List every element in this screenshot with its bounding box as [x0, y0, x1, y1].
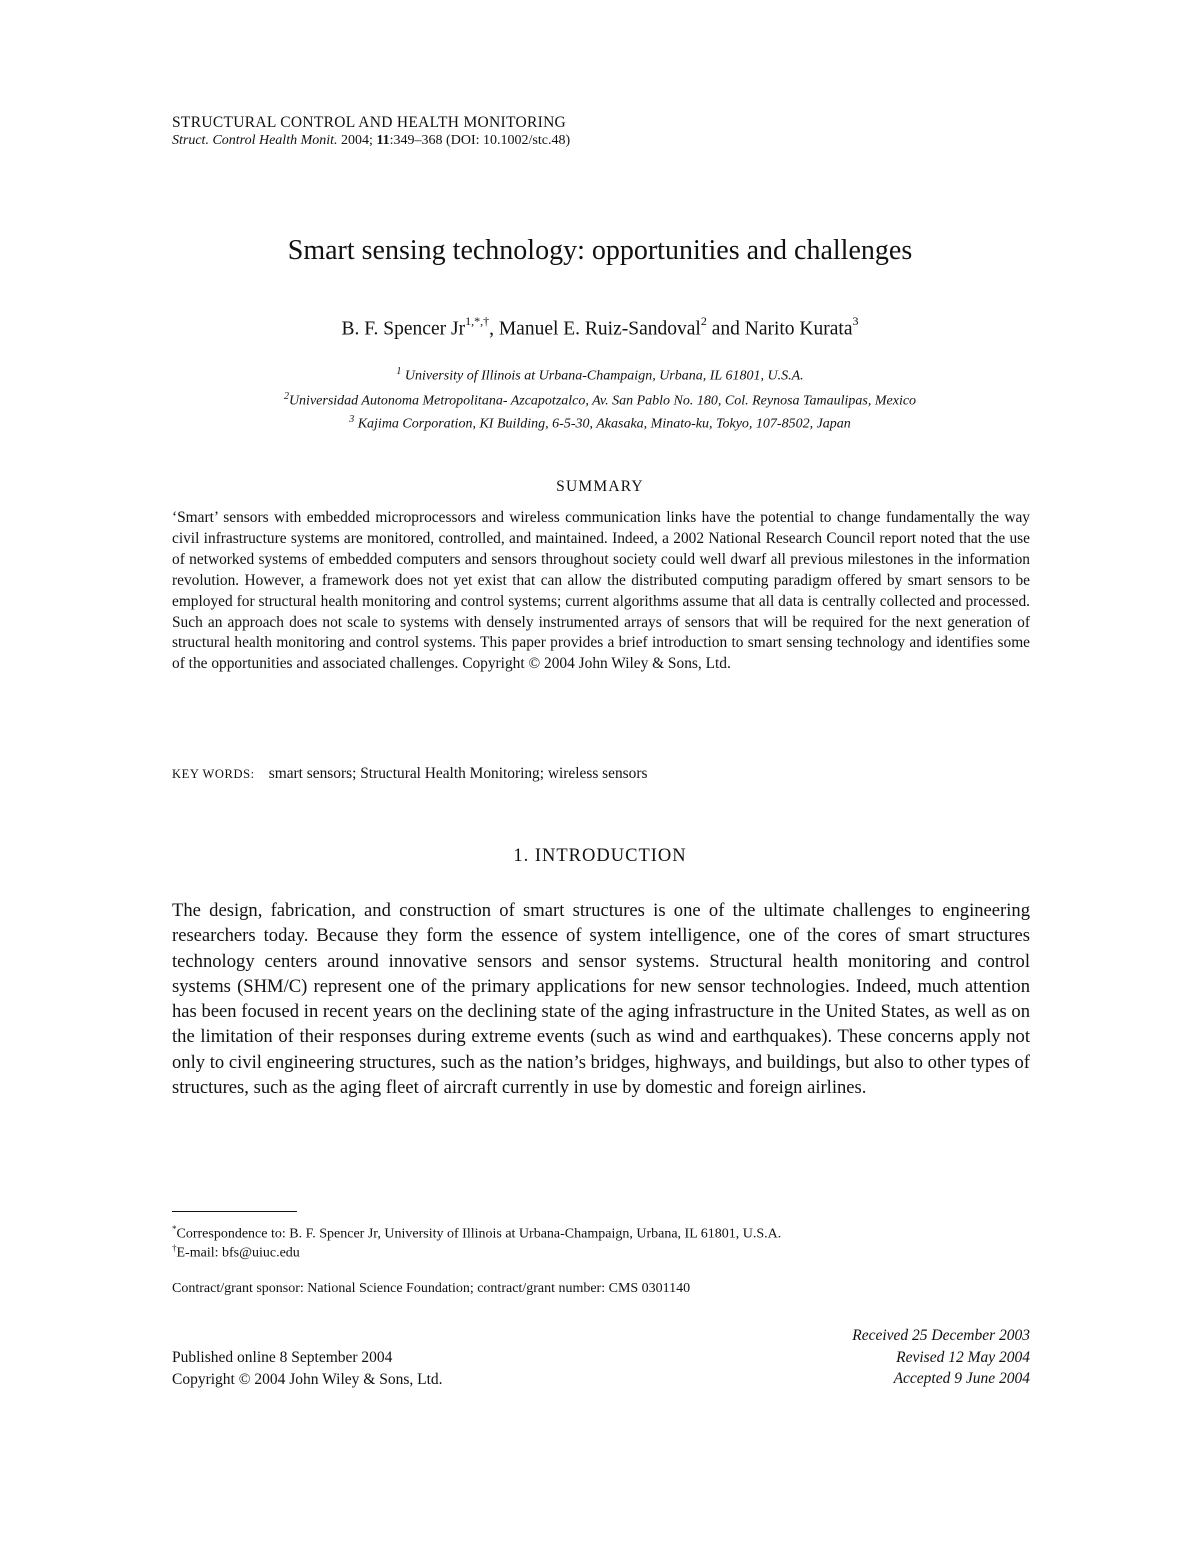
- affiliation-1-text: University of Illinois at Urbana-Champaign, Urbana, IL 61801, U.S.A.: [404, 368, 804, 384]
- affiliation-1-mark: 1: [396, 366, 402, 377]
- footnote-correspondence-mark: *: [172, 1224, 177, 1234]
- citation-journal: Struct. Control Health Monit.: [172, 133, 338, 148]
- affiliation-3-text: Kajima Corporation, KI Building, 6-5-30, Akasaka, Minato-ku, Tokyo, 107-8502, Japan: [357, 416, 851, 432]
- introduction-paragraph: The design, fabrication, and construction of smart structures is one of the ultimate challenges to engineering researchers today. Because they form the essence of system intelligence, one of the cores of smart structures technology centers around innovative sensors and sensor systems. Structural health monitoring and control systems (SHM/C) represent one of the primary applications for new sensor technologies. Indeed, much attention has been focused in recent years on the declining state of the aging infrastructure in the United States, as well as on the limitation of their responses during extreme events (such as wind and earthquakes). These concerns apply not only to civil engineering structures, such as the nation’s bridges, highways, and buildings, but also to other types of structures, such as the aging fleet of aircraft currently in use by domestic and foreign airlines.: [172, 900, 1030, 1099]
- footnote-correspondence: [172, 1224, 781, 1243]
- author-1-marks: 1,*,†: [465, 314, 490, 328]
- footnote-divider: [172, 1211, 297, 1212]
- grant-sponsor: Contract/grant sponsor: National Science Foundation; contract/grant number: CMS 0301140: [172, 1281, 691, 1296]
- affiliation-1: [0, 366, 1200, 385]
- keywords: [172, 765, 647, 783]
- date-accepted: Accepted 9 June 2004: [893, 1370, 1030, 1387]
- affiliation-2-mark: 2: [283, 391, 289, 402]
- author-1: B. F. Spencer Jr: [341, 318, 466, 340]
- affiliation-3: [0, 414, 1200, 433]
- footnote-email-text: E-mail: bfs@uiuc.edu: [176, 1245, 300, 1261]
- citation-pages-doi: :349–368 (DOI: 10.1002/stc.48): [389, 133, 571, 148]
- keywords-label: KEY WORDS:: [172, 767, 255, 781]
- author-list: [0, 316, 1200, 341]
- citation-line: [172, 133, 570, 149]
- affiliation-2: [0, 391, 1200, 410]
- footnote-correspondence-text: Correspondence to: B. F. Spencer Jr, University of Illinois at Urbana-Champaign, Urbana, IL 61801, U.S.A.: [176, 1226, 782, 1242]
- manuscript-dates: [700, 1325, 1030, 1390]
- affiliation-3-mark: 3: [349, 414, 355, 425]
- published-online: Published online 8 September 2004: [172, 1349, 393, 1366]
- author-3-marks: 3: [852, 314, 859, 328]
- keywords-text: smart sensors; Structural Health Monitoring; wireless sensors: [268, 765, 648, 782]
- citation-volume: 11: [376, 133, 390, 148]
- summary-abstract: ‘Smart’ sensors with embedded microprocessors and wireless communication links have the potential to change fundamentally the way civil infrastructure systems are monitored, controlled, and maintained. Indeed, a 2002 National Research Council report noted that the use of networked systems of embedded computers and sensors throughout society could well dwarf all previous milestones in the information revolution. However, a framework does not yet exist that can allow the distributed computing paradigm offered by smart sensors to be employed for structural health monitoring and control systems; current algorithms assume that all data is centrally collected and processed. Such an approach does not scale to systems with densely instrumented arrays of sensors that will be required for the next generation of structural health monitoring and control systems. This paper provides a brief introduction to smart sensing technology and identifies some of the opportunities and associated challenges. Copyright © 2004 John Wiley & Sons, Ltd.: [172, 509, 1030, 673]
- author-3: Narito Kurata: [744, 318, 853, 340]
- publication-info: [172, 1347, 443, 1390]
- affiliation-2-text: Universidad Autonoma Metropolitana- Azcapotzalco, Av. San Pablo No. 180, Col. Reynosa Tamaulipas, Mexico: [288, 393, 917, 409]
- summary-heading: SUMMARY: [556, 478, 644, 495]
- author-2: Manuel E. Ruiz-Sandoval: [498, 318, 701, 340]
- footnote-email: [172, 1243, 300, 1262]
- section-heading-introduction: 1. INTRODUCTION: [513, 846, 687, 866]
- date-received: Received 25 December 2003: [852, 1327, 1030, 1344]
- copyright-notice: Copyright © 2004 John Wiley & Sons, Ltd.: [172, 1370, 443, 1388]
- footnote-email-mark: †: [172, 1243, 177, 1253]
- date-revised: Revised 12 May 2004: [896, 1348, 1030, 1366]
- author-and: and: [706, 318, 745, 340]
- journal-name: STRUCTURAL CONTROL AND HEALTH MONITORING: [172, 114, 567, 131]
- author-separator: ,: [489, 318, 499, 340]
- citation-year: 2004;: [337, 133, 377, 148]
- author-2-marks: 2: [700, 314, 707, 328]
- paper-title: Smart sensing technology: opportunities and challenges: [287, 235, 913, 266]
